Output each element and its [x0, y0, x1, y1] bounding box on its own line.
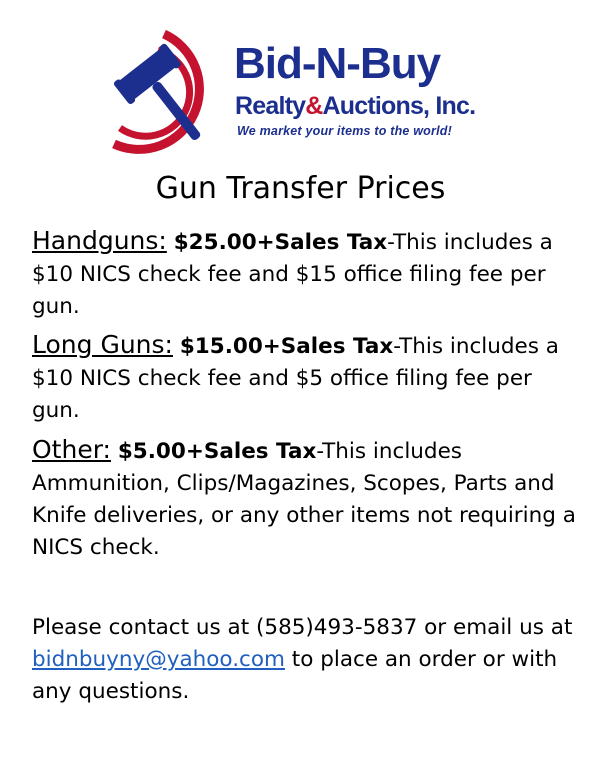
section-text: -This includes a $10 NICS check fee and $15 office filing fee per gun.: [32, 230, 553, 319]
other-section: [32, 434, 577, 564]
page-title: Gun Transfer Prices: [155, 171, 446, 206]
section-price: $25.00+Sales Tax: [173, 230, 388, 255]
logo-tagline: We market your items to the world!: [237, 124, 452, 138]
email-link[interactable]: bidnbuyny@yahoo.com: [32, 647, 285, 672]
contact-paragraph: [32, 612, 577, 708]
handguns-section: [32, 225, 577, 323]
section-label: Other:: [32, 435, 111, 464]
section-price: $5.00+Sales Tax: [117, 439, 317, 464]
logo-name: Bid-N-Buy: [234, 39, 441, 88]
section-price: $15.00+Sales Tax: [179, 334, 394, 359]
logo-subtitle: Realty&Auctions, Inc.: [235, 92, 476, 120]
section-text: -This includes Ammunition, Clips/Magazines, Scopes, Parts and Knife deliveries, or any other items not requiring a NICS check.: [32, 439, 576, 560]
gavel-logo-icon: [96, 28, 236, 160]
section-label: Long Guns:: [32, 330, 173, 359]
company-logo: [96, 28, 506, 160]
contact-text-end: to place an order or with any questions.: [32, 647, 558, 704]
section-text: -This includes a $10 NICS check fee and $5 office filing fee per gun.: [32, 334, 559, 423]
long-guns-section: [32, 329, 577, 427]
contact-text: Please contact us at (585)493-5837 or email us at: [32, 615, 573, 640]
section-label: Handguns:: [32, 226, 167, 255]
